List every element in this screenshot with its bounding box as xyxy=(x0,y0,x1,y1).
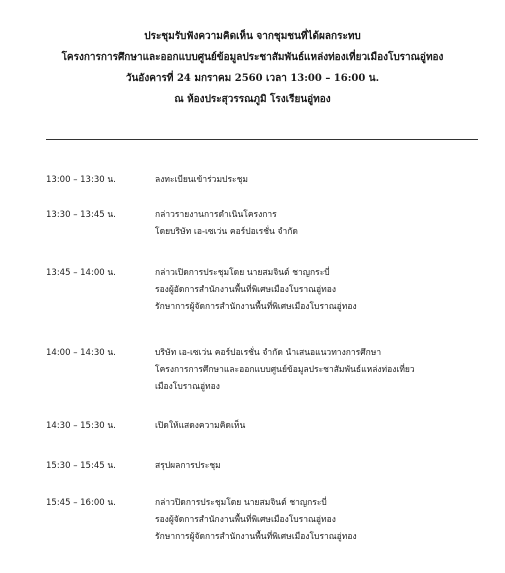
agenda-time: 15:30 – 15:45 น. xyxy=(46,461,116,471)
agenda-description xyxy=(155,458,475,475)
agenda-description xyxy=(155,418,475,435)
meeting-venue: ณ ห้องประสุวรรณภูมิ โรงเรียนอู่ทอง xyxy=(174,94,331,105)
agenda-line: รองผู้จัดการสำนักงานพื้นที่พิเศษเมืองโบราณอู่ทอง xyxy=(155,515,336,525)
agenda-line: ลงทะเบียนเข้าร่วมประชุม xyxy=(155,175,248,185)
project-title: โครงการการศึกษาและออกแบบศูนย์ข้อมูลประชาสัมพันธ์แหล่งท่องเที่ยวเมืองโบราณอู่ทอง xyxy=(61,52,444,63)
agenda-time: 13:30 – 13:45 น. xyxy=(46,210,116,220)
agenda-line: รักษาการผู้จัดการสำนักงานพื้นที่พิเศษเมืองโบราณอู่ทอง xyxy=(155,302,357,312)
agenda-time: 13:45 – 14:00 น. xyxy=(46,268,116,278)
header-divider xyxy=(46,139,478,140)
agenda-line: กล่าวปิดการประชุมโดย นายสมจินต์ ชาญกระบี่ xyxy=(155,498,327,508)
agenda-time: 14:00 – 14:30 น. xyxy=(46,348,116,358)
agenda-line: สรุปผลการประชุม xyxy=(155,461,221,471)
agenda-time: 14:30 – 15:30 น. xyxy=(46,421,116,431)
agenda-time: 15:45 – 16:00 น. xyxy=(46,498,116,508)
agenda-time: 13:00 – 13:30 น. xyxy=(46,175,116,185)
agenda-description xyxy=(155,345,475,396)
agenda-line: บริษัท เอ-เซเว่น คอร์ปอเรชั่น จำกัด นำเสนอแนวทางการศึกษา xyxy=(155,348,382,358)
document-header xyxy=(0,26,505,110)
agenda-description xyxy=(155,265,475,316)
agenda-line: รักษาการผู้จัดการสำนักงานพื้นที่พิเศษเมืองโบราณอู่ทอง xyxy=(155,532,357,542)
agenda-description xyxy=(155,495,475,546)
agenda-line: กล่าวเปิดการประชุมโดย นายสมจินต์ ชาญกระบี่ xyxy=(155,268,330,278)
meeting-title: ประชุมรับฟังความคิดเห็น จากชุมชนที่ได้ผลกระทบ xyxy=(144,31,361,42)
meeting-datetime: วันอังคารที่ 24 มกราคม 2560 เวลา 13:00 – 16:00 น. xyxy=(125,73,380,84)
agenda-line: โครงการการศึกษาและออกแบบศูนย์ข้อมูลประชาสัมพันธ์แหล่งท่องเที่ยว xyxy=(155,365,415,375)
agenda-line: รองผู้อัดการสำนักงานพื้นที่พิเศษเมืองโบราณอู่ทอง xyxy=(155,285,336,295)
agenda-line: โดยบริษัท เอ-เซเว่น คอร์ปอเรชั่น จำกัด xyxy=(155,227,298,237)
agenda-line: เปิดให้แสดงความคิดเห็น xyxy=(155,421,246,431)
agenda-description xyxy=(155,207,475,241)
agenda-line: เมืองโบราณอู่ทอง xyxy=(155,382,220,392)
agenda-line: กล่าวรายงานการดำเนินโครงการ xyxy=(155,210,277,220)
agenda-description xyxy=(155,172,475,189)
